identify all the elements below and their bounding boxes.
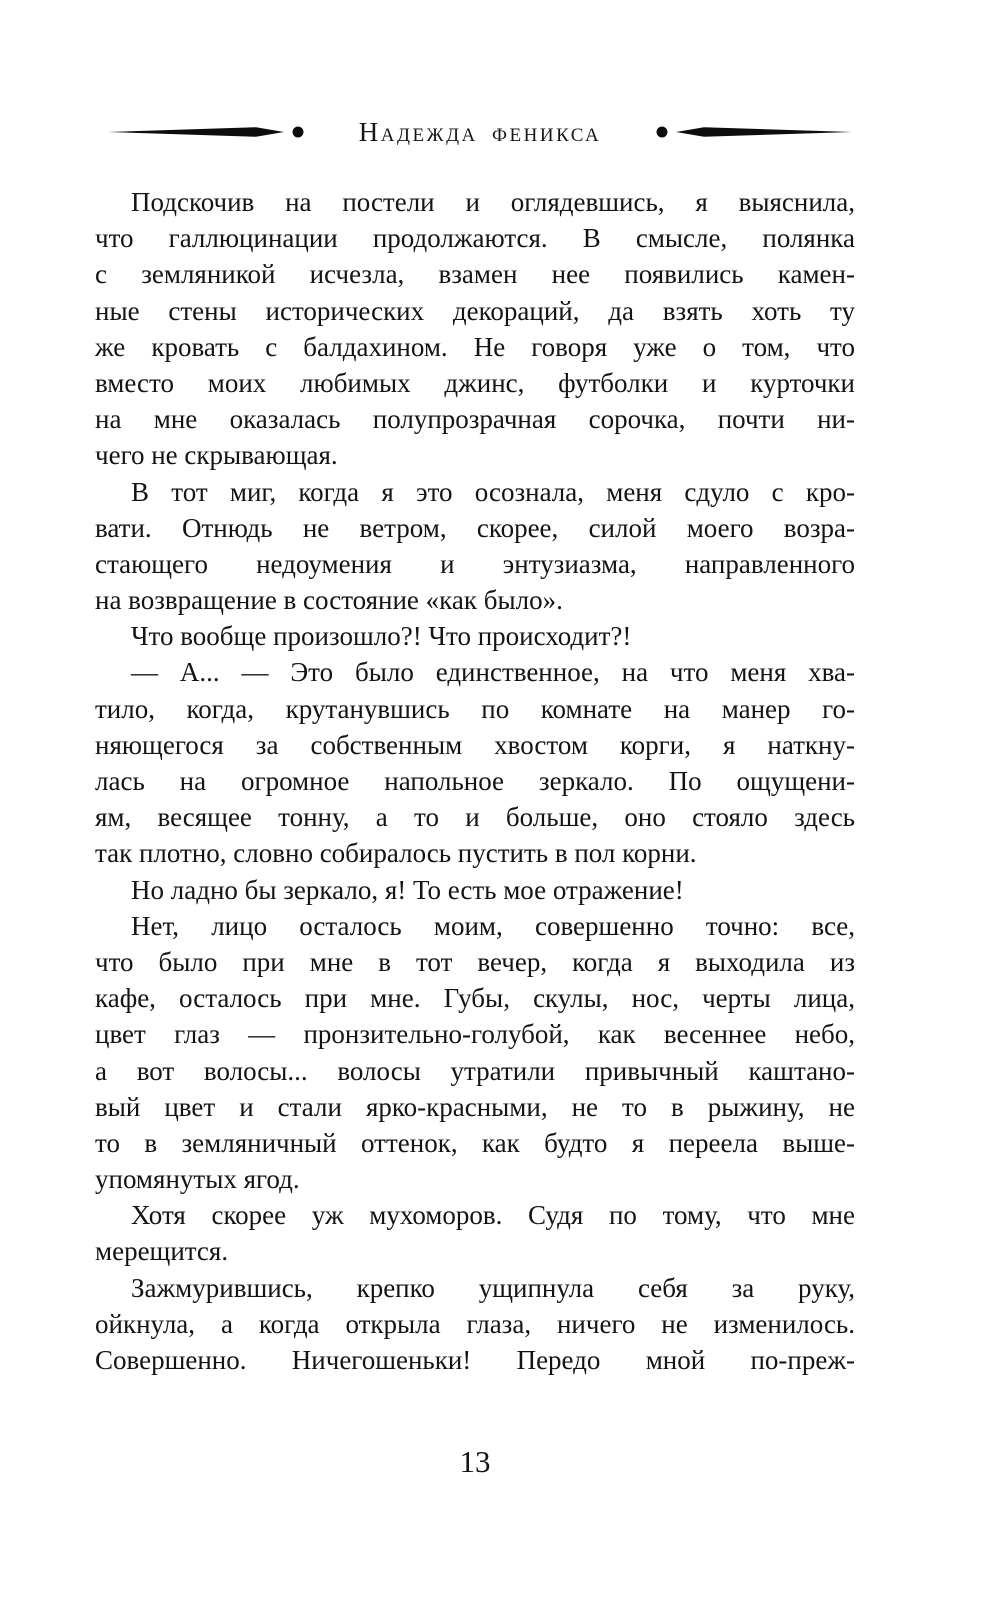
text-line: так плотно, словно собиралось пустить в пол корни.	[95, 838, 697, 869]
text-line: же кровать с балдахином. Не говоря уже о том, что	[95, 331, 855, 362]
text-line: Что вообще произошло?! Что происходит?!	[131, 621, 632, 652]
paragraph	[95, 872, 855, 908]
text-line: что было при мне в тот вечер, когда я выходила из	[95, 946, 855, 977]
paragraph	[95, 1197, 855, 1269]
text-line: В тот миг, когда я это осознала, меня сдуло с кро-	[131, 476, 855, 507]
text-line: Совершенно. Ничегошеньки! Передо мной по-преж-	[95, 1345, 855, 1375]
text-line: упомянутых ягод.	[95, 1164, 300, 1195]
text-line: тило, когда, крутанувшись по комнате на манер го-	[95, 693, 855, 724]
paragraph	[95, 474, 855, 619]
running-title: Надежда феникса	[358, 117, 602, 147]
page-number: 13	[459, 1444, 491, 1479]
right-tapered-rule-icon	[656, 125, 852, 139]
paragraph	[95, 654, 855, 871]
text-line: няющегося за собственным хвостом корги, я наткну-	[95, 729, 855, 760]
left-tapered-rule-icon	[108, 125, 304, 139]
body-text	[95, 184, 855, 1378]
paragraph	[95, 908, 855, 1198]
text-line: чего не скрывающая.	[95, 440, 338, 471]
paragraph	[95, 1270, 855, 1379]
text-line: вый цвет и стали ярко-красными, не то в рыжину, не	[95, 1091, 855, 1122]
text-line: мерещится.	[95, 1236, 229, 1267]
text-line: Но ладно бы зеркало, я! То есть мое отражение!	[131, 874, 684, 905]
paragraph	[95, 618, 855, 654]
text-line: Подскочив на постели и оглядевшись, я выяснила,	[131, 187, 855, 217]
text-line: с земляникой исчезла, взамен нее появились камен-	[95, 259, 855, 290]
text-line: ойкнула, а когда открыла глаза, ничего не изменилось.	[95, 1308, 855, 1339]
text-line: вместо моих любимых джинс, футболки и курточки	[95, 367, 855, 398]
text-line: а вот волосы... волосы утратили привычный каштано-	[95, 1055, 855, 1086]
text-line: Нет, лицо осталось моим, совершенно точно: все,	[131, 910, 855, 941]
text-line: Зажмурившись, крепко ущипнула себя за руку,	[131, 1272, 855, 1303]
text-line: — А... — Это было единственное, на что меня хва-	[131, 657, 855, 688]
text-line: Хотя скорее уж мухоморов. Судя по тому, что мне	[131, 1200, 855, 1231]
text-line: то в земляничный оттенок, как будто я переела выше-	[95, 1127, 855, 1158]
text-line: на возвращение в состояние «как было».	[95, 585, 563, 616]
text-line: стающего недоумения и энтузиазма, направленного	[95, 548, 855, 579]
text-line: ям, весящее тонну, а то и больше, оно стояло здесь	[95, 802, 855, 833]
text-line: ные стены исторических декораций, да взять хоть ту	[95, 295, 855, 326]
text-line: цвет глаз — пронзительно-голубой, как весеннее небо,	[95, 1019, 855, 1050]
text-line: вати. Отнюдь не ветром, скорее, силой моего возра-	[95, 512, 855, 543]
paragraph	[95, 184, 855, 474]
text-line: на мне оказалась полупрозрачная сорочка, почти ни-	[95, 404, 855, 435]
running-header	[108, 116, 852, 148]
text-line: кафе, осталось при мне. Губы, скулы, нос, черты лица,	[95, 983, 855, 1014]
text-line: лась на огромное напольное зеркало. По ощущени-	[95, 766, 855, 796]
text-line: что галлюцинации продолжаются. В смысле, полянка	[95, 223, 855, 254]
